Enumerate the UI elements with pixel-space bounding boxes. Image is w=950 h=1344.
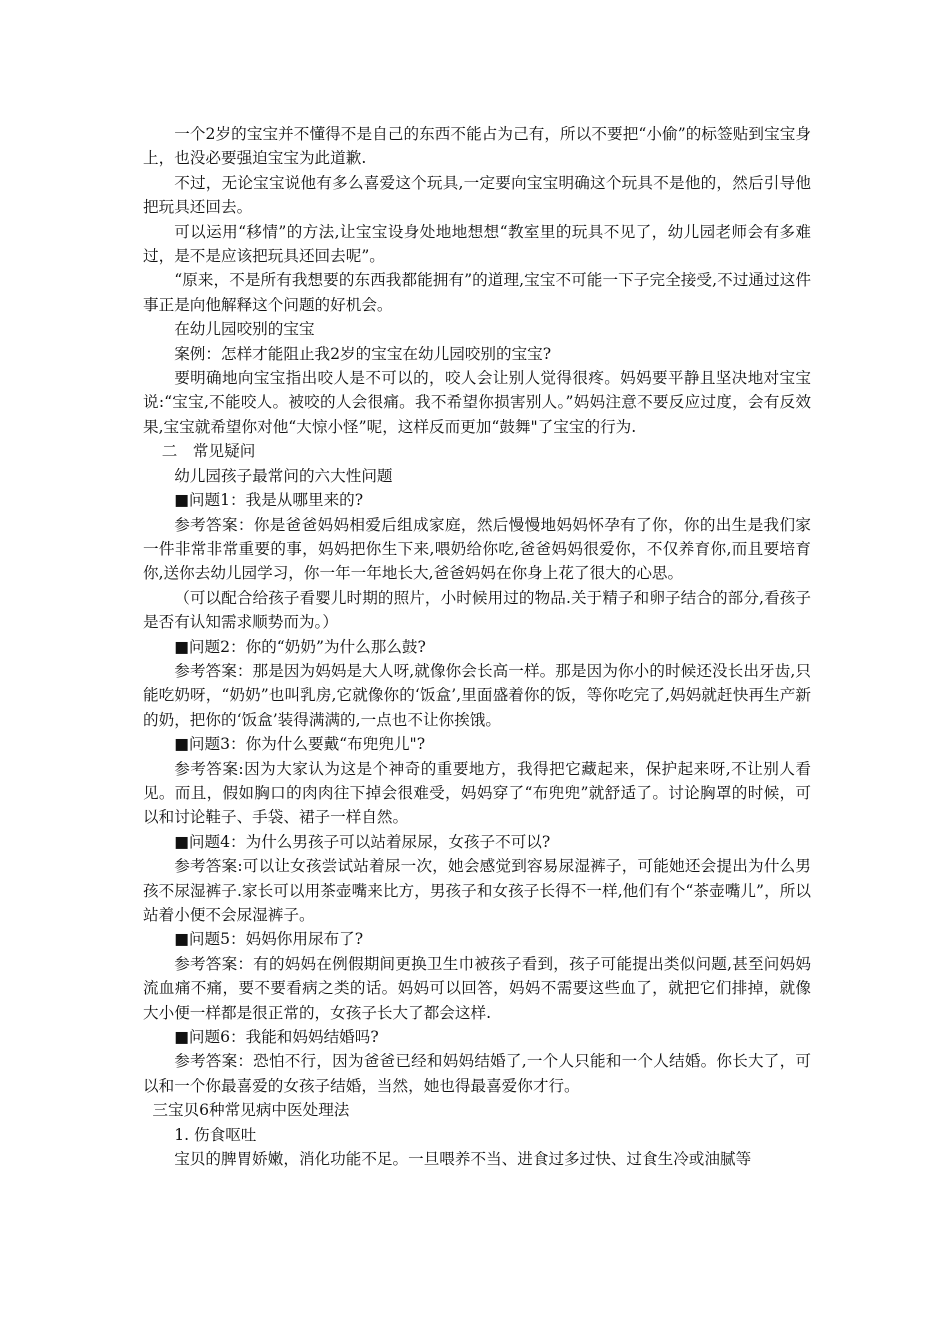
- answer: 参考答案:因为大家认为这是个神奇的重要地方，我得把它藏起来，保护起来呀,不让别人看见。而且，假如胸口的肉肉往下掉会很难受，妈妈穿了“布兜兜”就舒适了。讨论胸罩的时候，可以和讨论鞋子、手袋、裙子一样自然。: [143, 759, 811, 827]
- question: ■问题6：我能和妈妈结婚吗?: [174, 1028, 379, 1047]
- section-heading: 二 常见疑问: [161, 442, 256, 461]
- paragraph: 要明确地向宝宝指出咬人是不可以的，咬人会让别人觉得很疼。妈妈要平静且坚决地对宝宝说:“宝宝,不能咬人。被咬的人会很痛。我不希望你损害别人。”妈妈注意不要反应过度，会有反效果,宝宝就希望你对他“大惊小怪”呢，这样反而更加“鼓舞"了宝宝的行为.: [143, 369, 811, 436]
- paragraph: 一个2岁的宝宝并不懂得不是自己的东西不能占为己有，所以不要把“小偷”的标签贴到宝宝身上，也没必要强迫宝宝为此道歉.: [143, 125, 811, 168]
- question: ■问题2：你的“奶奶”为什么那么鼓?: [174, 637, 426, 656]
- paragraph: 案例：怎样才能阻止我2岁的宝宝在幼儿园咬别的宝宝?: [174, 344, 552, 363]
- document-page: [143, 122, 811, 1171]
- subheading: 幼儿园孩子最常问的六大性问题: [174, 466, 393, 485]
- question: ■问题4：为什么男孩子可以站着尿尿，女孩子不可以?: [174, 832, 551, 851]
- question: ■问题5：妈妈你用尿布了?: [174, 930, 364, 949]
- answer: 参考答案：有的妈妈在例假期间更换卫生巾被孩子看到，孩子可能提出类似问题,甚至问妈妈流血痛不痛，要不要看病之类的话。妈妈可以回答，妈妈不需要这些血了，就把它们排掉，就像大小便一样都是很正常的，女孩子长大了都会这样.: [143, 954, 811, 1022]
- answer: 参考答案：那是因为妈妈是大人呀,就像你会长高一样。那是因为你小的时候还没长出牙齿,只能吃奶呀，“奶奶”也叫乳房,它就像你的‘饭盒’,里面盛着你的饭，等你吃完了,妈妈就赶快再生产新的奶，把你的‘饭盒’装得满满的,一点也不让你挨饿。: [143, 661, 811, 729]
- answer: 参考答案：恐怕不行，因为爸爸已经和妈妈结婚了,一个人只能和一个人结婚。你长大了，可以和一个你最喜爱的女孩子结婚，当然，她也得最喜爱你才行。: [143, 1052, 811, 1095]
- subheading: 在幼儿园咬别的宝宝: [174, 320, 315, 339]
- paragraph: 可以运用“移情”的方法,让宝宝设身处地地想想“教室里的玩具不见了，幼儿园老师会有多难过，是不是应该把玩具还回去呢”。: [143, 222, 811, 266]
- subheading: 1. 伤食呕吐: [174, 1125, 257, 1144]
- paragraph: “原来，不是所有我想要的东西我都能拥有”的道理,宝宝不可能一下子完全接受,不过通过这件事正是向他解释这个问题的好机会。: [143, 271, 811, 314]
- paragraph: 宝贝的脾胃娇嫩，消化功能不足。一旦喂养不当、进食过多过快、过食生冷或油腻等: [174, 1150, 752, 1169]
- question: ■问题3：你为什么要戴“布兜兜儿"?: [174, 735, 426, 754]
- paragraph: （可以配合给孩子看婴儿时期的照片，小时候用过的物品.关于精子和卵子结合的部分,看孩子是否有认知需求顺势而为。）: [143, 588, 811, 632]
- question: ■问题1：我是从哪里来的?: [174, 491, 364, 510]
- answer: 参考答案:可以让女孩尝试站着尿一次，她会感觉到容易尿湿裤子，可能她还会提出为什么男孩不尿湿裤子.家长可以用茶壶嘴来比方，男孩子和女孩子长得不一样,他们有个“茶壶嘴儿”，所以站着小便不会尿湿裤子。: [143, 857, 811, 924]
- section-heading: 三宝贝6种常见病中医处理法: [152, 1101, 350, 1120]
- answer: 参考答案：你是爸爸妈妈相爱后组成家庭，然后慢慢地妈妈怀孕有了你，你的出生是我们家一件非常非常重要的事，妈妈把你生下来,喂奶给你吃,爸爸妈妈很爱你，不仅养育你,而且要培育你,送你去幼儿园学习，你一年一年地长大,爸爸妈妈在你身上花了很大的心思。: [143, 515, 811, 583]
- paragraph: 不过，无论宝宝说他有多么喜爱这个玩具,一定要向宝宝明确这个玩具不是他的，然后引导他把玩具还回去。: [143, 173, 811, 217]
